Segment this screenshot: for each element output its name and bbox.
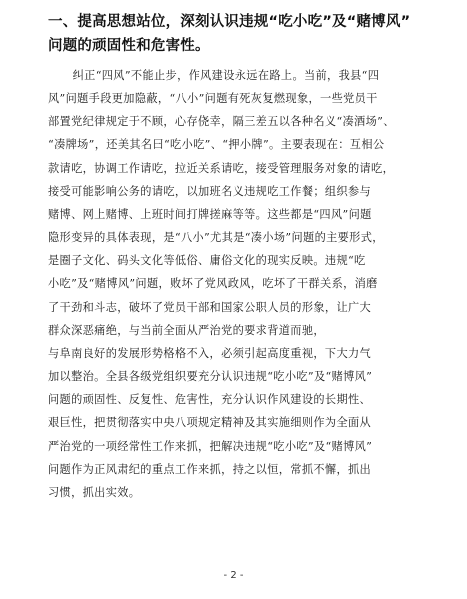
body-line: 问题的顽固性、反复性、危害性，充分认识作风建设的长期性、 bbox=[48, 393, 372, 407]
body-line: 加以整治。全县各级党组织要充分认识违规“吃小吃”及“赌博风” bbox=[48, 370, 373, 384]
body-line: “凑牌场”，还美其名曰“吃小吃”、“押小牌”。主要表现在：互相公 bbox=[48, 138, 385, 152]
body-line: 纠正“四风”不能止步，作风建设永远在路上。当前，我县“四 bbox=[72, 69, 380, 82]
body-line: 了干劲和斗志，破坏了党员干部和国家公职人员的形象，让广大 bbox=[48, 300, 372, 314]
body-line: 款请吃，协调工作请吃，拉近关系请吃，接受管理服务对象的请吃， bbox=[48, 161, 395, 175]
body-line: 接受可能影响公务的请吃，以加班名义违规吃工作餐；组织参与 bbox=[48, 184, 372, 198]
body-line: 风”问题手段更加隐蔽，“八小”问题有死灰复燃现象，一些党员干 bbox=[48, 92, 378, 106]
page-number: - 2 - bbox=[223, 570, 244, 581]
body-line: 赌博、网上赌博、上班时间打牌搓麻等等。这些都是“四风”问题 bbox=[48, 207, 372, 221]
body-paragraph bbox=[48, 64, 446, 504]
section-heading bbox=[48, 10, 448, 58]
body-line: 群众深恶痛绝，与当前全面从严治党的要求背道而驰， bbox=[48, 323, 325, 337]
body-line: 习惯，抓出实效。 bbox=[48, 485, 141, 499]
body-line: 是圈子文化、码头文化等低俗、庸俗文化的现实反映。违规“吃 bbox=[48, 254, 366, 268]
section-heading-line-2: 问题的顽固性和危害性。 bbox=[48, 38, 210, 54]
body-line: 艰巨性，把贯彻落实中央八项规定精神及其实施细则作为全面从 bbox=[48, 416, 372, 430]
section-heading-line-1: 一、提高思想站位，深刻认识违规“吃小吃”及“赌博风” bbox=[48, 14, 411, 30]
body-line: 小吃”及“赌博风”问题，败坏了党风政风，吃坏了干群关系，消磨 bbox=[48, 277, 378, 291]
body-line: 问题作为正风肃纪的重点工作来抓，持之以恒，常抓不懈，抓出 bbox=[48, 462, 372, 476]
body-line: 严治党的一项经常性工作来抓，把解决违规“吃小吃”及“赌博风” bbox=[48, 439, 373, 453]
body-line: 隐形变异的具体表现，是“八小”尤其是“凑小场”问题的主要形式， bbox=[48, 231, 384, 245]
body-line: 与阜南良好的发展形势格格不入，必须引起高度重视，下大力气 bbox=[48, 346, 372, 360]
body-line: 部置党纪律规定于不顾，心存侥幸，隔三差五以各种名义“凑酒场”、 bbox=[48, 115, 395, 129]
